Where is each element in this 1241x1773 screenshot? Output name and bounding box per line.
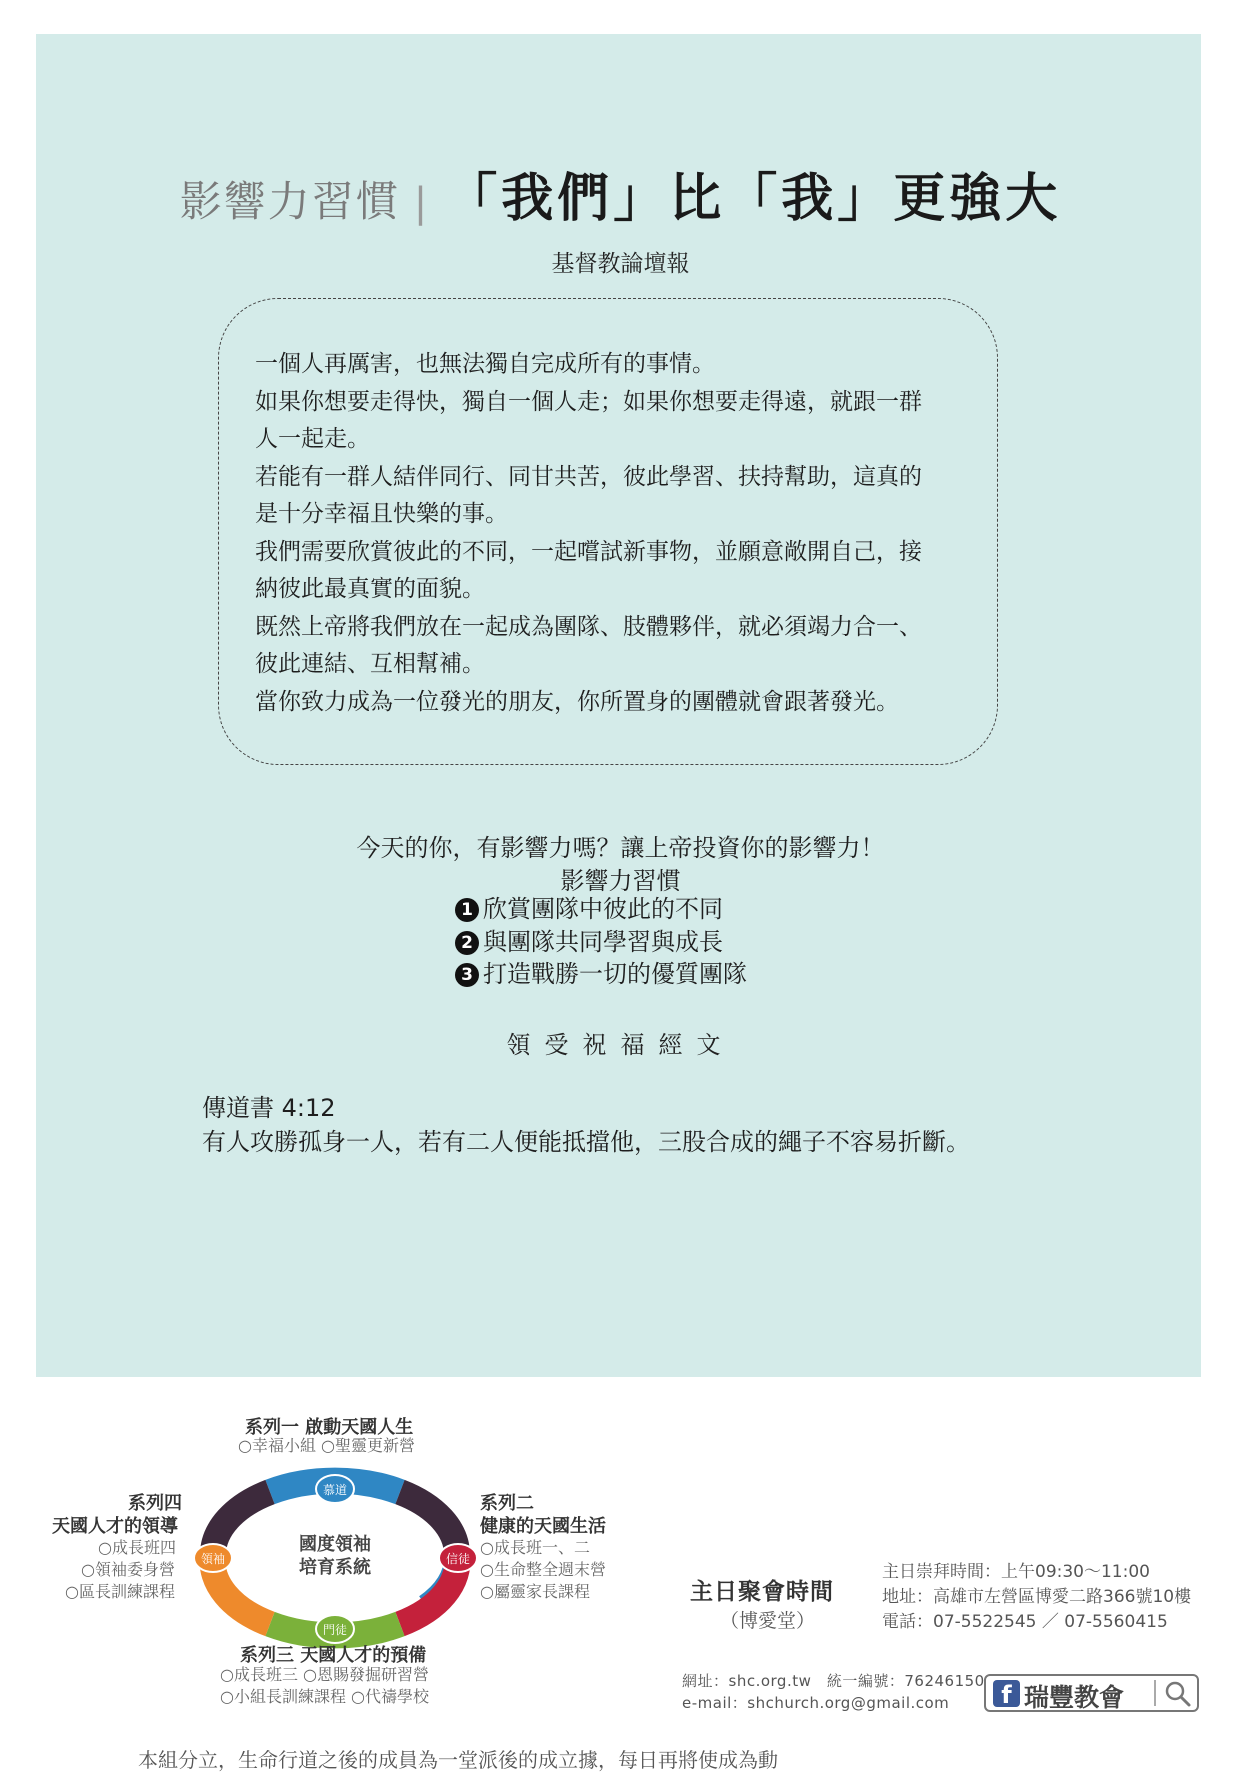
facebook-search-box (984, 1674, 1199, 1712)
series3-item: ○小組長訓練課程 ○代禱學校 (220, 1687, 430, 1706)
number-3-icon: 3 (455, 963, 479, 987)
habit-item (455, 893, 747, 926)
search-icon (1164, 1680, 1192, 1708)
quote-line: 彼此連結、互相幫補。 (255, 651, 485, 677)
quote-line: 若能有一群人結伴同行、同甘共苦，彼此學習、扶持幫助，這真的 (255, 463, 922, 490)
series4-item: ○領袖委身營 (81, 1560, 175, 1579)
segment-label: 領袖 (200, 1552, 226, 1566)
series3-title: 系列三 天國人才的預備 (240, 1645, 427, 1666)
quote-text (255, 346, 975, 721)
series3-item: ○成長班三 ○恩賜發掘研習營 (220, 1665, 430, 1684)
schedule-title: 主日聚會時間 (690, 1579, 834, 1605)
series4-title-line1: 系列四 (128, 1493, 182, 1514)
scripture-heading: 領受祝福經文 (506, 1031, 735, 1059)
series4-item: ○成長班四 (98, 1538, 176, 1557)
contact-info (682, 1670, 985, 1714)
quote-line: 我們需要欣賞彼此的不同，一起嚐試新事物，並願意敞開自己，接 (255, 538, 922, 565)
source-subtitle: 基督教論壇報 (551, 251, 690, 277)
series2-title-line1: 系列二 (480, 1493, 534, 1514)
segment-label: 慕道 (322, 1483, 348, 1497)
title-prefix: 影響力習慣 (179, 177, 400, 226)
quote-line: 是十分幸福且快樂的事。 (255, 501, 508, 527)
cut-off-footer-text: 本組分立，生命行道之後的成員為一堂派後的成立據，每日再將使成為動 (138, 1748, 778, 1772)
email-text: e-mail：shchurch.org@gmail.com (682, 1694, 950, 1712)
quote-line: 如果你想要走得快，獨自一個人走；如果你想要走得遠，就跟一群 (255, 388, 922, 415)
habit-item (455, 958, 747, 991)
page-title (0, 156, 1241, 231)
diagram-center-line2: 培育系統 (299, 1557, 371, 1578)
habit-text: 欣賞團隊中彼此的不同 (483, 895, 723, 923)
number-1-icon: 1 (455, 898, 479, 922)
schedule-location: （博愛堂） (720, 1610, 816, 1632)
influence-question: 今天的你，有影響力嗎？讓上帝投資你的影響力！ (356, 834, 885, 862)
facebook-icon: f (993, 1680, 1020, 1707)
worship-time: 主日崇拜時間：上午09:30～11:00 (882, 1562, 1150, 1582)
habit-text: 與團隊共同學習與成長 (483, 927, 723, 956)
segment-label: 信徒 (445, 1552, 471, 1566)
phone: 電話：07-5522545 ／ 07-5560415 (882, 1612, 1168, 1632)
quote-line: 當你致力成為一位發光的朋友，你所置身的團體就會跟著發光。 (255, 688, 899, 715)
habits-list (455, 893, 747, 991)
habit-text: 打造戰勝一切的優質團隊 (483, 960, 747, 988)
series4-item: ○區長訓練課程 (65, 1582, 175, 1601)
title-separator: | (413, 180, 428, 226)
series2-title-line2: 健康的天國生活 (480, 1516, 606, 1537)
quote-line: 既然上帝將我們放在一起成為團隊、肢體夥伴，就必須竭力合一、 (255, 613, 922, 640)
habit-item (455, 926, 747, 959)
segment-label: 門徒 (322, 1623, 348, 1637)
leadership-diagram (40, 1405, 640, 1725)
series1-items: ○幸福小組 ○聖靈更新營 (238, 1436, 416, 1455)
website-text: 網址：shc.org.tw 統一編號：76246150 (682, 1672, 985, 1690)
series2-item: ○屬靈家長課程 (480, 1582, 590, 1601)
series1-title: 系列一 啟動天國人生 (245, 1417, 414, 1438)
series2-item: ○生命整全週末營 (480, 1560, 606, 1579)
quote-line: 一個人再厲害，也無法獨自完成所有的事情。 (255, 351, 715, 377)
church-info (882, 1560, 1191, 1635)
series2-item: ○成長班一、二 (480, 1538, 590, 1557)
divider (1154, 1680, 1156, 1706)
facebook-page-name: 瑞豐教會 (1024, 1683, 1125, 1712)
address: 地址：高雄市左營區博愛二路366號10樓 (882, 1587, 1192, 1607)
verse-text: 有人攻勝孤身一人，若有二人便能抵擋他，三股合成的繩子不容易折斷。 (202, 1128, 970, 1156)
habits-heading: 影響力習慣 (560, 867, 681, 895)
verse-reference: 傳道書 4:12 (202, 1094, 336, 1122)
number-2-icon: 2 (455, 931, 479, 955)
quote-line: 人一起走。 (255, 426, 370, 452)
series4-title-line2: 天國人才的領導 (52, 1516, 178, 1537)
title-main: 「我們」比「我」更強大 (445, 169, 1062, 229)
quote-line: 納彼此最真實的面貌。 (255, 576, 485, 602)
diagram-center-line1: 國度領袖 (299, 1534, 371, 1555)
